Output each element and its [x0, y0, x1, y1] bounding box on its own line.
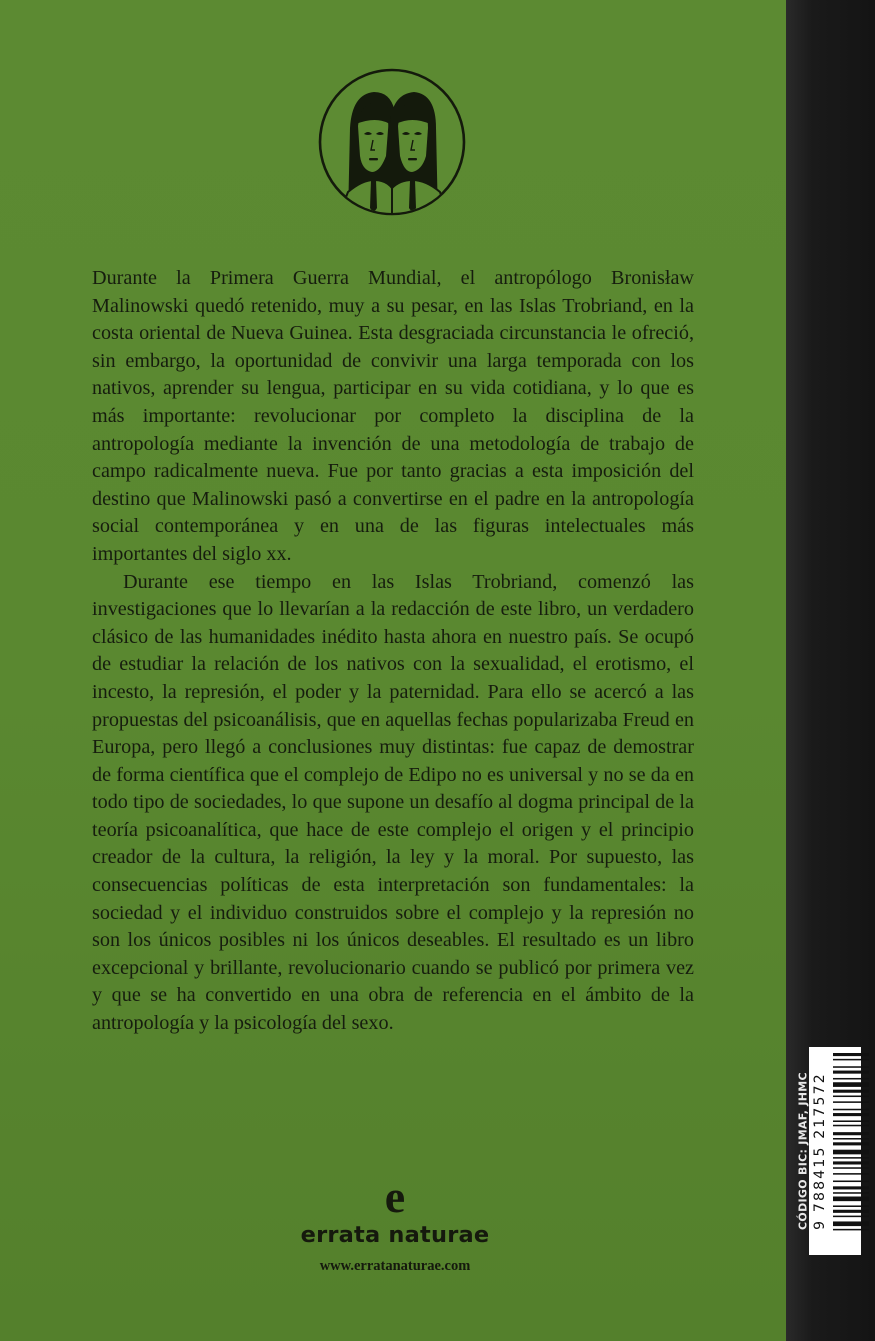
- isbn-digits: 9 788415 217572: [812, 1072, 828, 1230]
- synopsis-paragraph-1: Durante la Primera Guerra Mundial, el antropólogo Bronisław Malinowski quedó retenido, muy a su pesar, en las Islas Trobriand, en la costa oriental de Nueva Guinea. Esta desgraciada circunstancia le ofreció, sin embargo, la oportunidad de convivir una larga temporada con los nativos, aprender su lengua, participar en su vida cotidiana, y lo que es más importante: revolucionar por completo la disciplina de la antropología mediante la invención de una metodología de trabajo de campo radicalmente nueva. Fue por tanto gracias a esta imposición del destino que Malinowski pasó a convertirse en el padre en la antropología social contemporánea y en una de las figuras intelectuales más importantes del siglo xx.: [92, 267, 694, 565]
- synopsis-text: [92, 265, 694, 1038]
- barcode: [809, 1047, 861, 1255]
- barcode-bars-icon: [833, 1047, 869, 1255]
- twin-girls-emblem-icon: [318, 68, 466, 216]
- publisher-logo-icon: [375, 1176, 415, 1220]
- bic-code-text: CÓDIGO BIC: JMAF, JHMC: [796, 1072, 810, 1230]
- publisher-block: [250, 1176, 540, 1275]
- publisher-logo-letter: e: [384, 1176, 406, 1220]
- publisher-url: www.erratanaturae.com: [319, 1258, 471, 1274]
- synopsis-paragraph-2: Durante ese tiempo en las Islas Trobriand, comenzó las investigaciones que lo llevarían a la redacción de este libro, un verdadero clásico de las humanidades inédito hasta ahora en nuestro país. Se ocupó de estudiar la relación de los nativos con la sexualidad, el erotismo, el incesto, la represión, el poder y la paternidad. Para ello se acercó a las propuestas del psicoanálisis, que en aquellas fechas popularizaba Freud en Europa, pero llegó a conclusiones muy distintas: fue capaz de demostrar de forma científica que el complejo de Edipo no es universal y no se da en todo tipo de sociedades, lo que supone un desafío al dogma principal de la teoría psicoanalítica, que hace de este complejo el origen y el principio creador de la cultura, la religión, la ley y la moral. Por supuesto, las consecuencias políticas de esta interpretación son fundamentales: la sociedad y el individuo construidos sobre el complejo y la represión no son los únicos posibles ni los únicos deseables. El resultado es un libro excepcional y brillante, revolucionario cuando se publicó por primera vez y que se ha convertido en una obra de referencia en el ámbito de la antropología y la psicología del sexo.: [92, 570, 694, 1035]
- barcode-area: [787, 1047, 863, 1255]
- publisher-name: errata naturae: [300, 1222, 490, 1248]
- barcode-digits: [809, 1047, 833, 1255]
